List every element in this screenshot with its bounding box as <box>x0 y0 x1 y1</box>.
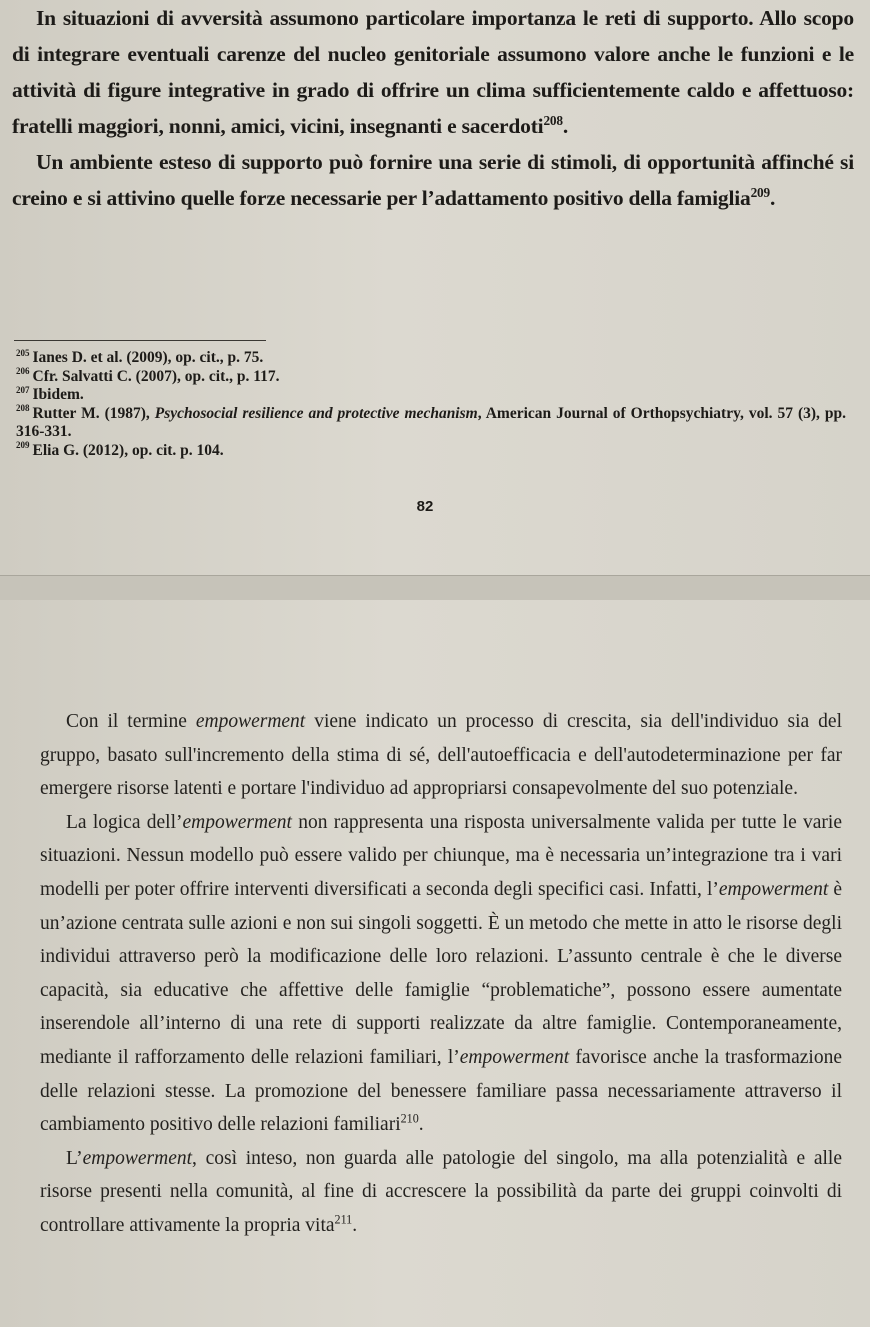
upper-page <box>0 0 870 575</box>
paragraph-empowerment-community <box>40 1142 842 1243</box>
text-run: . <box>418 1114 424 1136</box>
paragraph-empowerment-logic <box>40 806 842 1142</box>
text-run: . <box>352 1214 358 1236</box>
paragraph-support-environment: Un ambiente esteso di supporto può fornire una serie di stimoli, di opportunità affinché si creino e si attivino quelle forze necessarie per l’adattamento positivo della famiglia$^{209}$. <box>12 150 854 210</box>
text-run: L’ <box>66 1147 83 1169</box>
text-run: La logica dell’ <box>66 811 183 833</box>
italic-term: empowerment <box>718 878 829 900</box>
footnote-ref-209: 209 <box>750 184 770 200</box>
paragraph-empowerment-definition <box>40 705 842 806</box>
text-run: non rappresenta una risposta universalmente valida per tutte le varie situazioni. Nessun modello può essere valido per chiunque, ma è necessaria un’integrazione tra i vari modelli per poter offrire interventi diversificati a seconda degli specifici casi. Infatti, l’ <box>40 811 842 900</box>
page-number: 82 <box>416 498 434 515</box>
footnote-207: $^{207}$ Ibidem. <box>16 384 84 403</box>
footnote-205: $^{205}$ Ianes D. et al. (2009), op. cit., p. 75. <box>16 347 264 366</box>
text-run: viene indicato un processo di crescita, sia dell'individuo sia del gruppo, basato sull'incremento della stima di sé, dell'autoefficacia e dell'autodeterminazione per far emergere risorse latenti e portare l'individuo ad appropriarsi consapevolmente del suo potenziale. <box>40 711 842 800</box>
text-run: favorisce anche la trasformazione delle relazioni stesse. La promozione del benessere familiare passa necessariamente attraverso il cambiamento positivo delle relazioni familiari <box>40 1046 842 1136</box>
text-run: , così inteso, non guarda alle patologie del singolo, ma alla potenzialità e alle risorse presenti nella comunità, al fine di accrescere la possibilità da parte dei gruppi coinvolti di controllare attivamente la propria vita <box>40 1147 842 1236</box>
italic-term: empowerment <box>195 711 306 732</box>
footnote-ref: 210 <box>400 1111 419 1126</box>
footnotes <box>16 349 846 460</box>
italic-term: empowerment <box>82 1147 193 1169</box>
footnote-ref-208: 208 <box>543 112 563 128</box>
footnote-209: $^{209}$ Elia G. (2012), op. cit. p. 104. <box>16 440 224 459</box>
footnote-ref: 211 <box>334 1212 353 1227</box>
italic-term: empowerment <box>182 811 292 833</box>
footnote-separator <box>14 340 266 341</box>
footnote-206: $^{206}$ Cfr. Salvatti C. (2007), op. cit., p. 117. <box>16 366 280 385</box>
lower-body-text <box>40 705 842 1243</box>
italic-term: empowerment <box>459 1046 570 1068</box>
page-gap <box>0 575 870 602</box>
paragraph-support-networks: In situazioni di avversità assumono particolare importanza le reti di supporto. Allo scopo di integrare eventuali carenze del nucleo genitoriale assumono valore anche le funzioni e le attività di figure integrative in grado di offrire un clima sufficientemente caldo e affettuoso: fratelli maggiori, nonni, amici, vicini, insegnanti e sacerdoti$^{208}$. <box>12 6 854 138</box>
footnote-208: $^{208}$ Rutter M. (1987), Psychosocial resilience and protective mechanism, American Journal of Orthopsychiatry, vol. 57 (3), pp. 316-331. <box>16 403 847 440</box>
text-run: è un’azione centrata sulle azioni e non sui singoli soggetti. È un metodo che mette in atto le risorse degli individui attraverso però la modificazione delle loro relazioni. L’assunto centrale è che le diverse capacità, sia educative che affettive delle famiglie “problematiche”, possono essere aumentate inserendole all’interno di una rete di supporti realizzate da altre famiglie. Contemporaneamente, mediante il rafforzamento delle relazioni familiari, l’ <box>40 878 842 1068</box>
upper-body-text <box>12 0 854 216</box>
text-run: Con il termine <box>66 711 196 732</box>
